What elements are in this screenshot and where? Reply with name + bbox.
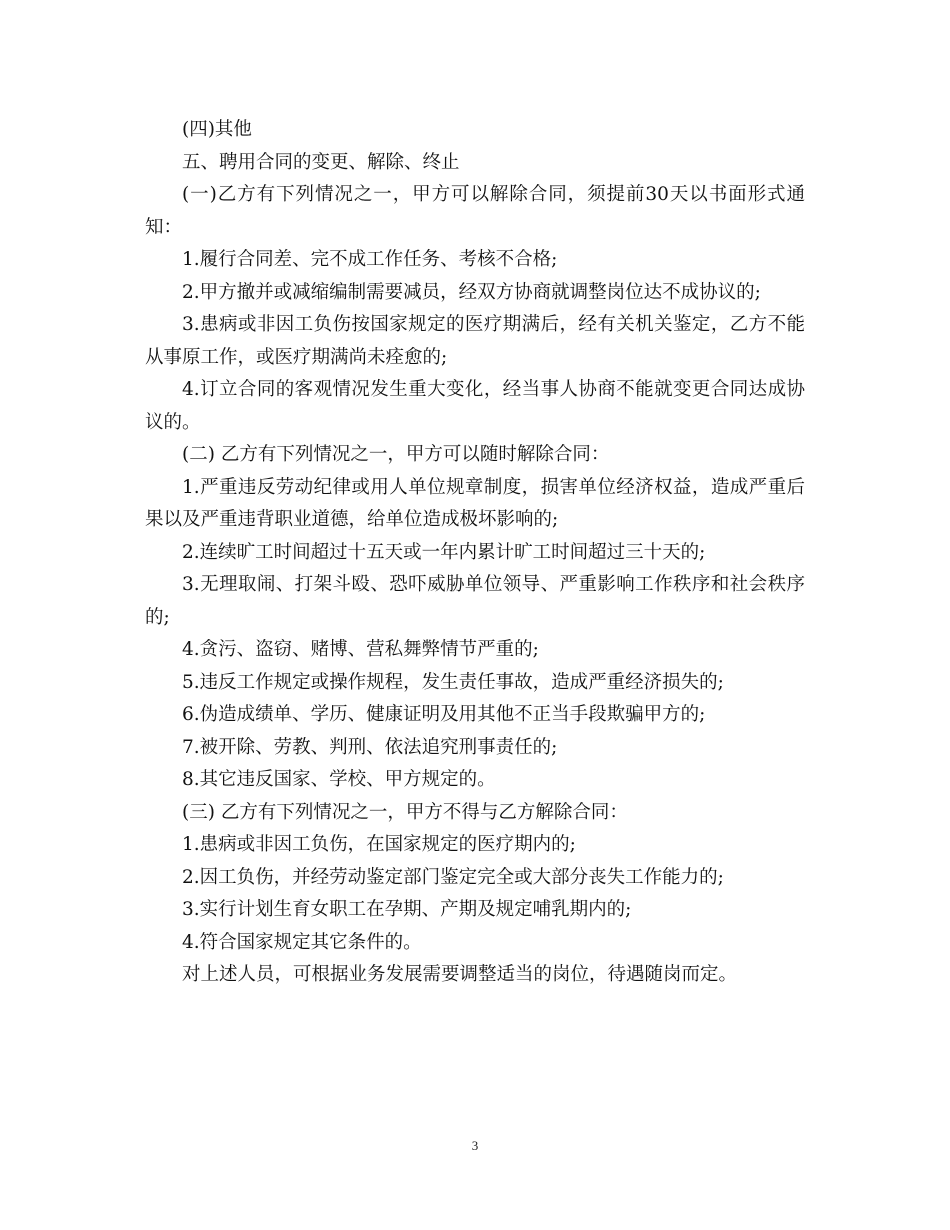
paragraph-closing-note: 对上述人员，可根据业务发展需要调整适当的岗位，待遇随岗而定。 [182,964,738,985]
paragraph-clause-1-item-1: 1.履行合同差、完不成工作任务、考核不合格; [182,249,558,270]
paragraph-clause-1-item-4: 4.订立合同的客观情况发生重大变化，经当事人协商不能就变更合同达成协议的。 [145,379,805,433]
paragraph-clause-3-item-1: 1.患病或非因工负伤，在国家规定的医疗期内的; [182,834,576,855]
paragraph-clause-3-item-2: 2.因工负伤，并经劳动鉴定部门鉴定完全或大部分丧失工作能力的; [182,866,724,888]
paragraph-clause-2-item-3: 3.无理取闹、打架斗殴、恐吓威胁单位领导、严重影响工作秩序和社会秩序的; [145,574,805,628]
paragraph-clause-2-item-1: 1.严重违反劳动纪律或用人单位规章制度，损害单位经济权益，造成严重后果以及严重违背职业道德，给单位造成极坏影响的; [145,476,805,530]
paragraph-clause-3-intro: (三) 乙方有下列情况之一，甲方不得与乙方解除合同： [182,801,628,823]
paragraph-clause-1-item-2: 2.甲方撤并或减缩编制需要减员，经双方协商就调整岗位达不成协议的; [182,281,761,303]
page-number: 3 [471,1138,479,1153]
paragraph-section-5-heading: 五、聘用合同的变更、解除、终止 [182,151,460,173]
paragraph-clause-2-item-5: 5.违反工作规定或操作规程，发生责任事故，造成严重经济损失的; [182,671,724,693]
paragraph-clause-1-intro: (一)乙方有下列情况之一，甲方可以解除合同，须提前30天以书面形式通知： [145,184,805,238]
paragraph-clause-1-item-3: 3.患病或非因工负伤按国家规定的医疗期满后，经有关机关鉴定，乙方不能从事原工作，或医疗期满尚未痊愈的; [145,314,805,368]
paragraph-clause-2-item-8: 8.其它违反国家、学校、甲方规定的。 [182,769,496,790]
paragraph-clause-2-item-4: 4.贪污、盗窃、赌博、营私舞弊情节严重的; [182,639,539,660]
paragraph-clause-2-item-2: 2.连续旷工时间超过十五天或一年内累计旷工时间超过三十天的; [182,541,706,563]
paragraph-clause-3-item-4: 4.符合国家规定其它条件的。 [182,931,422,953]
paragraph-clause-2-intro: (二) 乙方有下列情况之一，甲方可以随时解除合同： [182,444,610,465]
paragraph-clause-2-item-7: 7.被开除、劳教、判刑、依法追究刑事责任的; [182,736,558,758]
document-body [145,114,805,992]
paragraph-clause-2-item-6: 6.伪造成绩单、学历、健康证明及用其他不正当手段欺骗甲方的; [182,704,706,725]
paragraph-section-4-other: (四)其他 [182,119,252,140]
paragraph-clause-3-item-3: 3.实行计划生育女职工在孕期、产期及规定哺乳期内的; [182,899,632,920]
